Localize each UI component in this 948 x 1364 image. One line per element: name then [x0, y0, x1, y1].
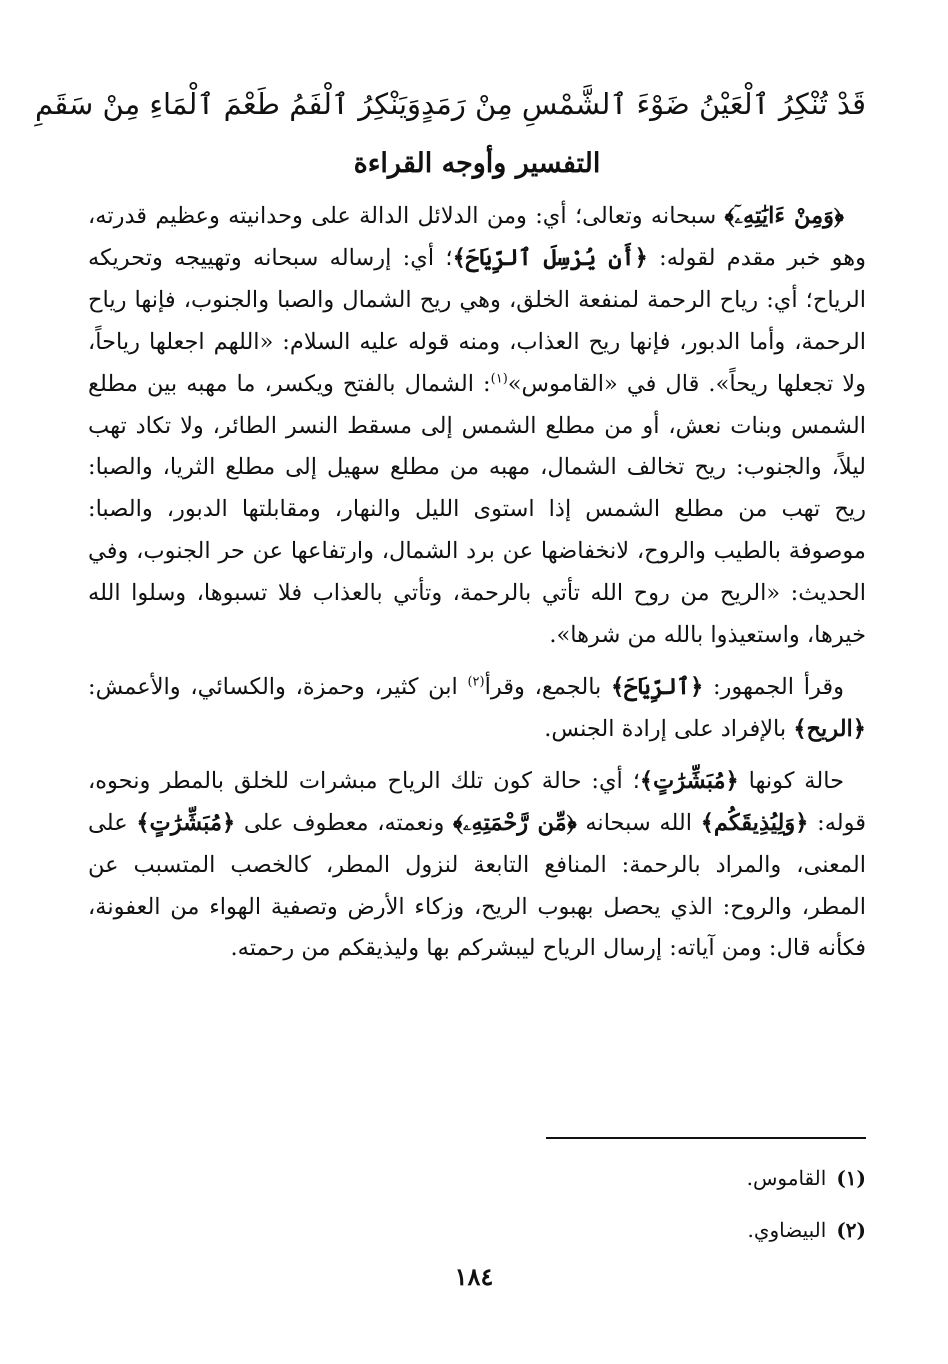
paragraph-readings: [88, 667, 866, 751]
quran-quote: ﴿مِّن رَّحْمَتِهِۦ﴾: [453, 809, 577, 836]
quran-quote: ﴿ٱلرِّيَاحَ﴾: [610, 673, 704, 700]
text-run: ابن كثير، وحمزة، والكسائي، والأعمش:: [88, 673, 468, 700]
text-run: : الشمال بالفتح ويكسر، ما مهبه بين مطلع الشمس وبنات نعش، أو من مطلع الشمس إلى مسقط النسر الطائر، ولا تكاد تهب ليلاً، والجنوب: ريح تخالف الشمال، مهبه من مطلع سهيل إلى مطلع الثريا، والصبا: ريح تهب من مطلع الشمس إذا استوى الليل والنهار، ومقابلتها الدبور، والصبا: موصوفة بالطيب والروح، لانخفاضها عن برد الشمال، وارتفاعها عن حر الجنوب، وفي الحديث: «الريح من روح الله تأتي بالرحمة، وتأتي بالعذاب فلا تسبوها، وسلوا الله خيرها، واستعيذوا بالله من شرها».: [88, 370, 866, 649]
page-body: [35, 74, 867, 970]
text-run: ونعمته، معطوف على: [235, 809, 454, 836]
section-title: التفسير وأوجه القراءة: [353, 148, 601, 179]
footnote-text: البيضاوي.: [747, 1218, 827, 1242]
quran-quote: ﴿وَلِيُذِيقَكُم﴾: [700, 809, 809, 836]
paragraph-glad-tidings: [88, 761, 866, 971]
text-run: الله سبحانه: [576, 809, 701, 836]
verse-left-hemistich: وَيَنْكِرُ ٱلْفَمُ طَعْمَ ٱلْمَاءِ مِنْ سَقَمِ: [35, 87, 422, 121]
paragraph-winds-signs: [88, 196, 866, 657]
footnote-marker: (١): [490, 371, 508, 387]
text-run: ؛ أي: حالة كون تلك الرياح مبشرات للخلق بالمطر ونحوه، قوله:: [88, 767, 867, 836]
footnotes: [546, 1152, 866, 1256]
text-run: وقرأ الجمهور:: [703, 673, 844, 700]
poetry-verse: [35, 74, 866, 134]
footnote-number: (١): [836, 1166, 866, 1190]
text-run: على المعنى، والمراد بالرحمة: المنافع التابعة لنزول المطر، كالخصب المتسبب عن المطر، والروح: الذي يحصل بهبوب الريح، وزكاء الأرض وتصفية الهواء من العفونة، فكأنه قال: ومن آياته: إرسال الرياح ليبشركم بها وليذيقكم من رحمته.: [88, 809, 866, 962]
text-run: بالإفراد على إرادة الجنس.: [544, 715, 794, 742]
footnote-text: القاموس.: [746, 1166, 827, 1190]
footnote-item: [546, 1204, 866, 1256]
quran-quote: ﴿وَمِنْ ءَايَٰتِهِۦٓ﴾: [724, 203, 844, 229]
verse-right-hemistich: قَدْ تُنْكِرُ ٱلْعَيْنُ ضَوْءَ ٱلشَّمْسِ مِنْ رَمَدٍ: [421, 87, 866, 121]
text-run: حالة كونها: [738, 767, 844, 794]
quran-quote: ﴿الريح﴾: [793, 715, 866, 742]
quran-quote: ﴿مُبَشِّرَٰتٍ﴾: [639, 767, 739, 794]
text-run: بالجمع، وقرأ: [484, 673, 611, 700]
page-number: ١٨٤: [454, 1262, 494, 1291]
quran-quote: ﴿مُبَشِّرَٰتٍ﴾: [136, 809, 236, 836]
footnote-marker: (٢): [467, 674, 485, 690]
footnote-divider: [546, 1137, 866, 1139]
footnote-item: [546, 1152, 866, 1204]
text-run: ؛ أي: إرساله سبحانه وتهييجه وتحريكه الرياح؛ أي: رياح الرحمة لمنفعة الخلق، وهي ريح الشمال والصبا والجنوب، فإنها رياح الرحمة، وأما الدبور، فإنها ريح العذاب، ومنه قوله عليه السلام: «اللهم اجعلها رياحاً، ولا تجعلها ريحاً». قال في «القاموس»: [88, 244, 866, 397]
text-run: سبحانه وتعالى؛ أي: ومن الدلائل الدالة على وحدانيته وعظيم قدرته، وهو خبر مقدم لقوله:: [88, 203, 866, 271]
footnote-number: (٢): [836, 1218, 866, 1242]
quran-quote: ﴿أَن يُرْسِلَ ٱلرِّيَاحَ﴾: [452, 244, 648, 271]
